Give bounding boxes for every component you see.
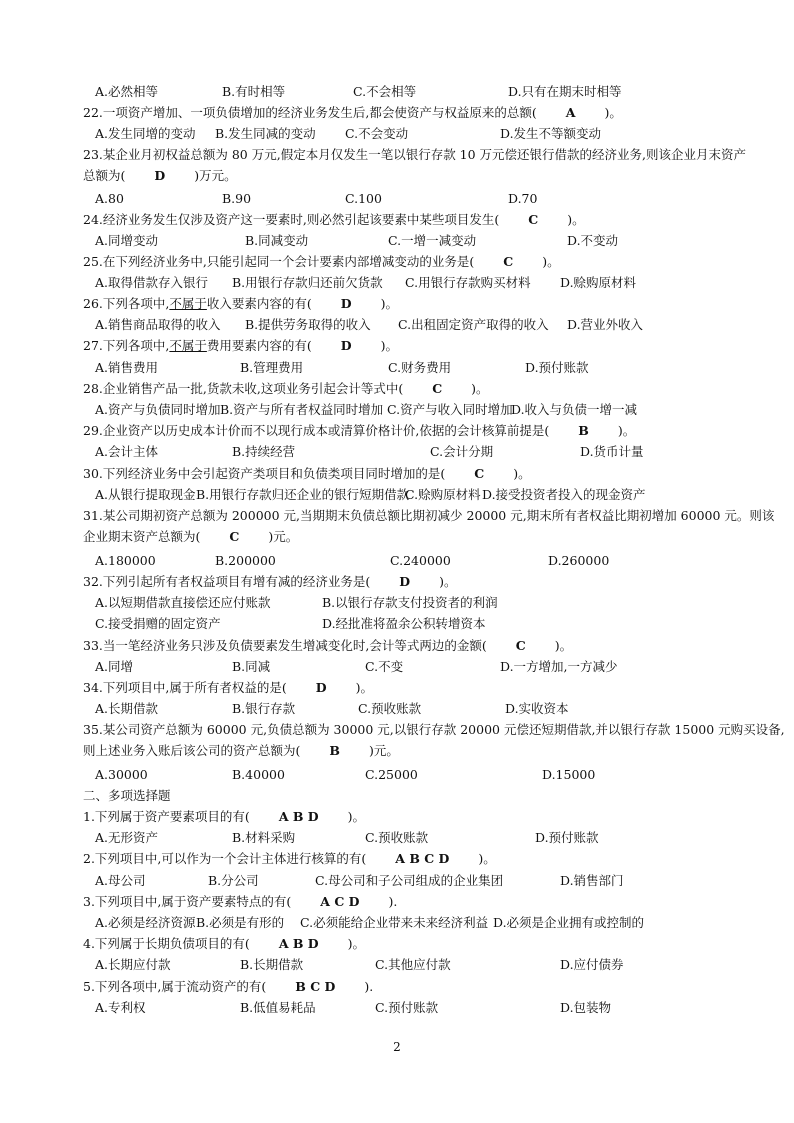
option: D.经批准将盈余公积转增资本 — [322, 616, 486, 631]
option-row — [0, 484, 794, 505]
question-line — [83, 976, 723, 997]
question-line — [83, 571, 723, 592]
option: B.同减变动 — [245, 233, 309, 248]
question-tail: ). — [388, 894, 398, 909]
question-text: 31.某公司期初资产总额为 200000 元,当期期末负债总额比期初减少 20000 元,期末所有者权益比期初增加 60000 元。则该 — [83, 508, 775, 523]
option: D.赊购原材料 — [560, 275, 637, 290]
question-tail: )。 — [355, 680, 373, 695]
option: A.母公司 — [95, 873, 146, 888]
question-line — [83, 806, 723, 827]
question-tail: )。 — [439, 574, 457, 589]
question-line — [83, 635, 723, 656]
question-text: 29.企业资产以历史成本计价而不以现行成本或清算价格计价,依据的会计核算前提是( — [83, 423, 550, 438]
option: A.30000 — [95, 767, 148, 782]
question-text: 23.某企业月初权益总额为 80 万元,假定本月仅发生一笔以银行存款 10 万元偿还银行借款的经济业务,则该企业月末资产 — [83, 147, 747, 162]
option: A.同增 — [95, 659, 134, 674]
option: A.长期应付款 — [95, 957, 171, 972]
option: D.预付账款 — [525, 360, 589, 375]
option: D.接受投资者投入的现金资产 — [482, 487, 646, 502]
question-tail: )。 — [567, 212, 585, 227]
question-text: 二、多项选择题 — [83, 788, 171, 803]
question-text: 34.下列项目中,属于所有者权益的是( — [83, 680, 287, 695]
option: A.长期借款 — [95, 701, 159, 716]
question-line — [83, 165, 723, 186]
option: A.会计主体 — [95, 444, 159, 459]
question-tail: )。 — [347, 809, 366, 824]
answer: C — [515, 638, 526, 653]
option-row — [0, 764, 794, 785]
option: B.持续经营 — [232, 444, 296, 459]
answer: B C D — [295, 979, 336, 994]
option: D.只有在期末时相等 — [508, 84, 622, 99]
question-line — [83, 335, 723, 356]
question-tail: ). — [364, 979, 374, 994]
option-row — [0, 592, 794, 613]
option: B.同减 — [232, 659, 271, 674]
option-row — [0, 272, 794, 293]
option: C.其他应付款 — [375, 957, 451, 972]
question-line — [83, 740, 723, 761]
option-row — [0, 357, 794, 378]
question-line — [83, 933, 723, 954]
option: A.同增变动 — [95, 233, 159, 248]
question-tail: )。 — [604, 105, 622, 120]
option-row — [0, 870, 794, 891]
option: B.管理费用 — [240, 360, 304, 375]
question-line — [83, 891, 723, 912]
option: D.实收资本 — [505, 701, 569, 716]
question-text: 3.下列项目中,属于资产要素特点的有( — [83, 894, 292, 909]
answer: B — [578, 423, 589, 438]
option: C.资产与收入同时增加 — [387, 402, 513, 417]
option-row — [0, 827, 794, 848]
option: D.一方增加,一方减少 — [500, 659, 618, 674]
question-text: 收入要素内容的有( — [206, 296, 312, 311]
question-text: 28.企业销售产品一批,货款未收,这项业务引起会计等式中( — [83, 381, 404, 396]
option: B.90 — [222, 191, 252, 206]
option: A.必须是经济资源 — [95, 915, 196, 930]
answer: C — [432, 381, 443, 396]
option-row — [0, 230, 794, 251]
question-line — [83, 719, 785, 740]
option: A.80 — [95, 191, 124, 206]
option: C.用银行存款购买材料 — [405, 275, 531, 290]
option: A.资产与负债同时增加 — [95, 402, 221, 417]
option-row — [0, 81, 794, 102]
option: B.银行存款 — [232, 701, 296, 716]
question-tail: )。 — [380, 338, 398, 353]
question-text: 24.经济业务发生仅涉及资产这一要素时,则必然引起该要素中某些项目发生( — [83, 212, 500, 227]
option: C.财务费用 — [388, 360, 452, 375]
answer: C — [528, 212, 539, 227]
answer: D — [340, 338, 352, 353]
option: B.用银行存款归还企业的银行短期借款 — [196, 487, 410, 502]
option: D.货币计量 — [580, 444, 644, 459]
option: C.必须能给企业带来未来经济利益 — [300, 915, 489, 930]
option: D.预付账款 — [535, 830, 599, 845]
question-tail: )。 — [542, 254, 560, 269]
option: C.不会变动 — [345, 126, 409, 141]
option: A.以短期借款直接偿还应付账款 — [95, 595, 271, 610]
page-number: 2 — [393, 1040, 401, 1054]
underlined-text: 不属于 — [169, 338, 207, 353]
option: C.预收账款 — [358, 701, 422, 716]
question-text: 2.下列项目中,可以作为一个会计主体进行核算的有( — [83, 851, 367, 866]
option: D.必须是企业拥有或控制的 — [493, 915, 645, 930]
option: A.180000 — [95, 553, 156, 568]
question-text: 30.下列经济业务中会引起资产类项目和负债类项目同时增加的是( — [83, 466, 446, 481]
answer: C — [503, 254, 514, 269]
answer: D — [399, 574, 411, 589]
question-tail: )。 — [513, 466, 531, 481]
question-line — [83, 785, 723, 806]
option: A.必然相等 — [95, 84, 159, 99]
option: B.40000 — [232, 767, 285, 782]
option: B.有时相等 — [222, 84, 286, 99]
answer: C — [474, 466, 485, 481]
answer: A C D — [320, 894, 360, 909]
answer: A — [565, 105, 576, 120]
answer: D — [315, 680, 327, 695]
answer: B — [329, 743, 340, 758]
option-row — [0, 314, 794, 335]
option-row — [0, 912, 794, 933]
option-row — [0, 954, 794, 975]
option: B.资产与所有者权益同时增加 — [220, 402, 384, 417]
question-line — [83, 526, 723, 547]
option: D.260000 — [548, 553, 610, 568]
option-row — [0, 399, 794, 420]
option-row — [0, 997, 794, 1018]
option: C.预付账款 — [375, 1000, 439, 1015]
option: A.专利权 — [95, 1000, 146, 1015]
answer: A B D — [278, 809, 319, 824]
question-line — [83, 420, 723, 441]
option: D.销售部门 — [560, 873, 624, 888]
question-text: 总额为( — [83, 168, 126, 183]
option: A.发生同增的变动 — [95, 126, 196, 141]
question-text: 25.在下列经济业务中,只能引起同一个会计要素内部增减变动的业务是( — [83, 254, 475, 269]
question-line — [83, 144, 747, 165]
option: D.应付债券 — [560, 957, 624, 972]
question-text: 22.一项资产增加、一项负债增加的经济业务发生后,都会使资产与权益原来的总额( — [83, 105, 537, 120]
answer: D — [340, 296, 352, 311]
option: B.材料采购 — [232, 830, 296, 845]
option-row — [0, 613, 794, 634]
option: D.15000 — [542, 767, 596, 782]
option: C.接受捐赠的固定资产 — [95, 616, 221, 631]
option: C.不会相等 — [353, 84, 417, 99]
question-tail: )元。 — [368, 743, 399, 758]
question-line — [83, 848, 723, 869]
answer: A B D — [278, 936, 319, 951]
question-text: 费用要素内容的有( — [206, 338, 312, 353]
question-line — [83, 378, 723, 399]
option: A.从银行提取现金 — [95, 487, 196, 502]
question-text: 1.下列属于资产要素项目的有( — [83, 809, 250, 824]
option: B.以银行存款支付投资者的利润 — [322, 595, 498, 610]
option: D.收入与负债一增一减 — [511, 402, 638, 417]
option: C.不变 — [365, 659, 404, 674]
option: A.销售商品取得的收入 — [95, 317, 221, 332]
option: C.出租固定资产取得的收入 — [398, 317, 549, 332]
option: C.一增一减变动 — [388, 233, 477, 248]
option: C.预收账款 — [365, 830, 429, 845]
question-tail: )。 — [380, 296, 398, 311]
question-line — [83, 293, 723, 314]
option: A.无形资产 — [95, 830, 159, 845]
option: B.200000 — [215, 553, 276, 568]
option: C.100 — [345, 191, 382, 206]
question-tail: )万元。 — [194, 168, 237, 183]
question-text: 企业期末资产总额为( — [83, 529, 201, 544]
question-tail: )。 — [347, 936, 366, 951]
option: B.用银行存款归还前欠货款 — [232, 275, 383, 290]
question-text: 27.下列各项中, — [83, 338, 170, 353]
option: B.提供劳务取得的收入 — [245, 317, 371, 332]
option: C.25000 — [365, 767, 418, 782]
option: A.销售费用 — [95, 360, 159, 375]
question-tail: )。 — [471, 381, 489, 396]
option: D.发生不等额变动 — [500, 126, 602, 141]
question-line — [83, 505, 775, 526]
question-line — [83, 209, 723, 230]
option: C.母公司和子公司组成的企业集团 — [315, 873, 504, 888]
question-tail: )。 — [478, 851, 496, 866]
question-text: 33.当一笔经济业务只涉及负债要素发生增减变化时,会计等式两边的金额( — [83, 638, 487, 653]
question-text: 26.下列各项中, — [83, 296, 170, 311]
option: B.发生同减的变动 — [215, 126, 316, 141]
option: D.包装物 — [560, 1000, 612, 1015]
question-tail: )。 — [617, 423, 636, 438]
answer: C — [229, 529, 240, 544]
question-line — [83, 677, 723, 698]
option-row — [0, 441, 794, 462]
option: C.赊购原材料 — [405, 487, 481, 502]
option-row — [0, 188, 794, 209]
option: B.分公司 — [208, 873, 259, 888]
question-text: 5.下列各项中,属于流动资产的有( — [83, 979, 267, 994]
question-tail: )。 — [554, 638, 573, 653]
option-row — [0, 550, 794, 571]
option: A.取得借款存入银行 — [95, 275, 209, 290]
answer: A B C D — [395, 851, 450, 866]
option: D.营业外收入 — [567, 317, 644, 332]
question-tail: )元。 — [268, 529, 299, 544]
option: D.不变动 — [567, 233, 619, 248]
option-row — [0, 698, 794, 719]
option-row — [0, 656, 794, 677]
question-text: 则上述业务入账后该公司的资产总额为( — [83, 743, 301, 758]
question-text: 4.下列属于长期负债项目的有( — [83, 936, 250, 951]
underlined-text: 不属于 — [169, 296, 207, 311]
question-text: 35.某公司资产总额为 60000 元,负债总额为 30000 元,以银行存款 20000 元偿还短期借款,并以银行存款 15000 元购买设备, — [83, 722, 785, 737]
question-text: 32.下列引起所有者权益项目有增有减的经济业务是( — [83, 574, 371, 589]
option: B.长期借款 — [240, 957, 304, 972]
question-line — [83, 463, 723, 484]
question-line — [83, 102, 723, 123]
option: B.低值易耗品 — [240, 1000, 316, 1015]
option: D.70 — [508, 191, 538, 206]
question-line — [83, 251, 723, 272]
option: C.240000 — [390, 553, 451, 568]
option: B.必须是有形的 — [196, 915, 285, 930]
option-row — [0, 123, 794, 144]
option: C.会计分期 — [430, 444, 494, 459]
answer: D — [154, 168, 166, 183]
